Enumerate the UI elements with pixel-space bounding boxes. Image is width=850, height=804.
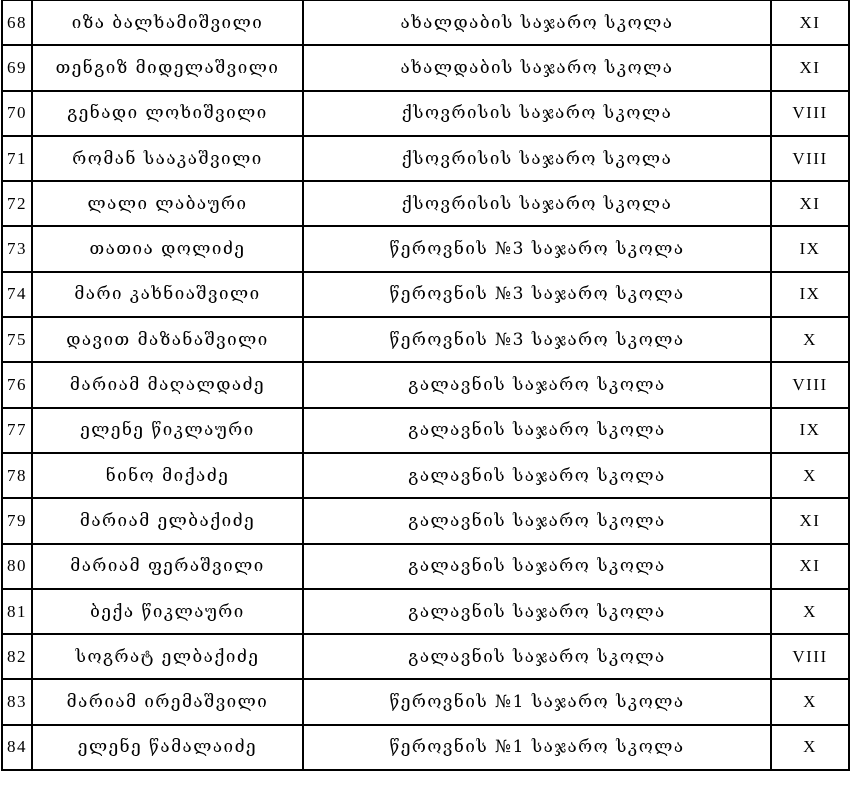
student-name-cell: იზა ბალხამიშვილი [32,1,303,46]
school-name-cell: ახალდაბის საჯარო სკოლა [303,1,771,46]
student-name-cell: დავით მაზანაშვილი [32,317,303,362]
school-name-cell: წეროვნის №1 საჯარო სკოლა [303,725,771,770]
grade-cell: X [771,725,849,770]
row-number-cell: 79 [2,498,32,543]
table-row [2,45,849,90]
table-row [2,362,849,407]
student-name-cell: გენადი ლოხიშვილი [32,91,303,136]
school-name-cell: ქსოვრისის საჯარო სკოლა [303,136,771,181]
table-row [2,725,849,770]
row-number-cell: 75 [2,317,32,362]
row-number-cell: 77 [2,408,32,453]
grade-cell: XI [771,498,849,543]
student-name-cell: მარიამ ირემაშვილი [32,679,303,724]
row-number-cell: 72 [2,181,32,226]
participants-table-body [2,1,849,771]
student-name-cell: თენგიზ მიდელაშვილი [32,45,303,90]
table-row [2,544,849,589]
student-name-cell: სოგრატ ელბაქიძე [32,634,303,679]
participants-table [1,0,850,771]
grade-cell: X [771,453,849,498]
school-name-cell: წეროვნის №3 საჯარო სკოლა [303,272,771,317]
table-row [2,272,849,317]
school-name-cell: წეროვნის №1 საჯარო სკოლა [303,679,771,724]
student-name-cell: თათია დოლიძე [32,226,303,271]
table-row [2,589,849,634]
student-name-cell: ელენე წამალაიძე [32,725,303,770]
grade-cell: IX [771,226,849,271]
school-name-cell: ქსოვრისის საჯარო სკოლა [303,91,771,136]
row-number-cell: 69 [2,45,32,90]
grade-cell: X [771,679,849,724]
grade-cell: XI [771,544,849,589]
student-name-cell: მარიამ ელბაქიძე [32,498,303,543]
school-name-cell: წეროვნის №3 საჯარო სკოლა [303,226,771,271]
table-row [2,453,849,498]
student-name-cell: ელენე წიკლაური [32,408,303,453]
table-row [2,679,849,724]
school-name-cell: გალავნის საჯარო სკოლა [303,362,771,407]
row-number-cell: 82 [2,634,32,679]
student-name-cell: ბექა წიკლაური [32,589,303,634]
grade-cell: VIII [771,362,849,407]
school-name-cell: ქსოვრისის საჯარო სკოლა [303,181,771,226]
row-number-cell: 68 [2,1,32,46]
row-number-cell: 74 [2,272,32,317]
student-name-cell: რომან სააკაშვილი [32,136,303,181]
grade-cell: VIII [771,634,849,679]
school-name-cell: გალავნის საჯარო სკოლა [303,589,771,634]
grade-cell: XI [771,181,849,226]
school-name-cell: ახალდაბის საჯარო სკოლა [303,45,771,90]
row-number-cell: 71 [2,136,32,181]
student-name-cell: მარიამ ფერაშვილი [32,544,303,589]
table-row [2,408,849,453]
table-row [2,181,849,226]
school-name-cell: გალავნის საჯარო სკოლა [303,544,771,589]
school-name-cell: წეროვნის №3 საჯარო სკოლა [303,317,771,362]
student-name-cell: მარიამ მაღალდაძე [32,362,303,407]
school-name-cell: გალავნის საჯარო სკოლა [303,408,771,453]
table-row [2,498,849,543]
grade-cell: XI [771,45,849,90]
row-number-cell: 76 [2,362,32,407]
school-name-cell: გალავნის საჯარო სკოლა [303,634,771,679]
row-number-cell: 84 [2,725,32,770]
grade-cell: XI [771,1,849,46]
student-name-cell: ნინო მიქაძე [32,453,303,498]
row-number-cell: 80 [2,544,32,589]
grade-cell: X [771,589,849,634]
table-row [2,136,849,181]
grade-cell: IX [771,272,849,317]
table-row [2,634,849,679]
grade-cell: VIII [771,136,849,181]
table-row [2,1,849,46]
row-number-cell: 81 [2,589,32,634]
row-number-cell: 78 [2,453,32,498]
table-row [2,226,849,271]
table-row [2,91,849,136]
grade-cell: X [771,317,849,362]
row-number-cell: 83 [2,679,32,724]
grade-cell: IX [771,408,849,453]
student-name-cell: ლალი ლაბაური [32,181,303,226]
school-name-cell: გალავნის საჯარო სკოლა [303,498,771,543]
table-row [2,317,849,362]
row-number-cell: 73 [2,226,32,271]
school-name-cell: გალავნის საჯარო სკოლა [303,453,771,498]
row-number-cell: 70 [2,91,32,136]
grade-cell: VIII [771,91,849,136]
student-name-cell: მარი კახნიაშვილი [32,272,303,317]
